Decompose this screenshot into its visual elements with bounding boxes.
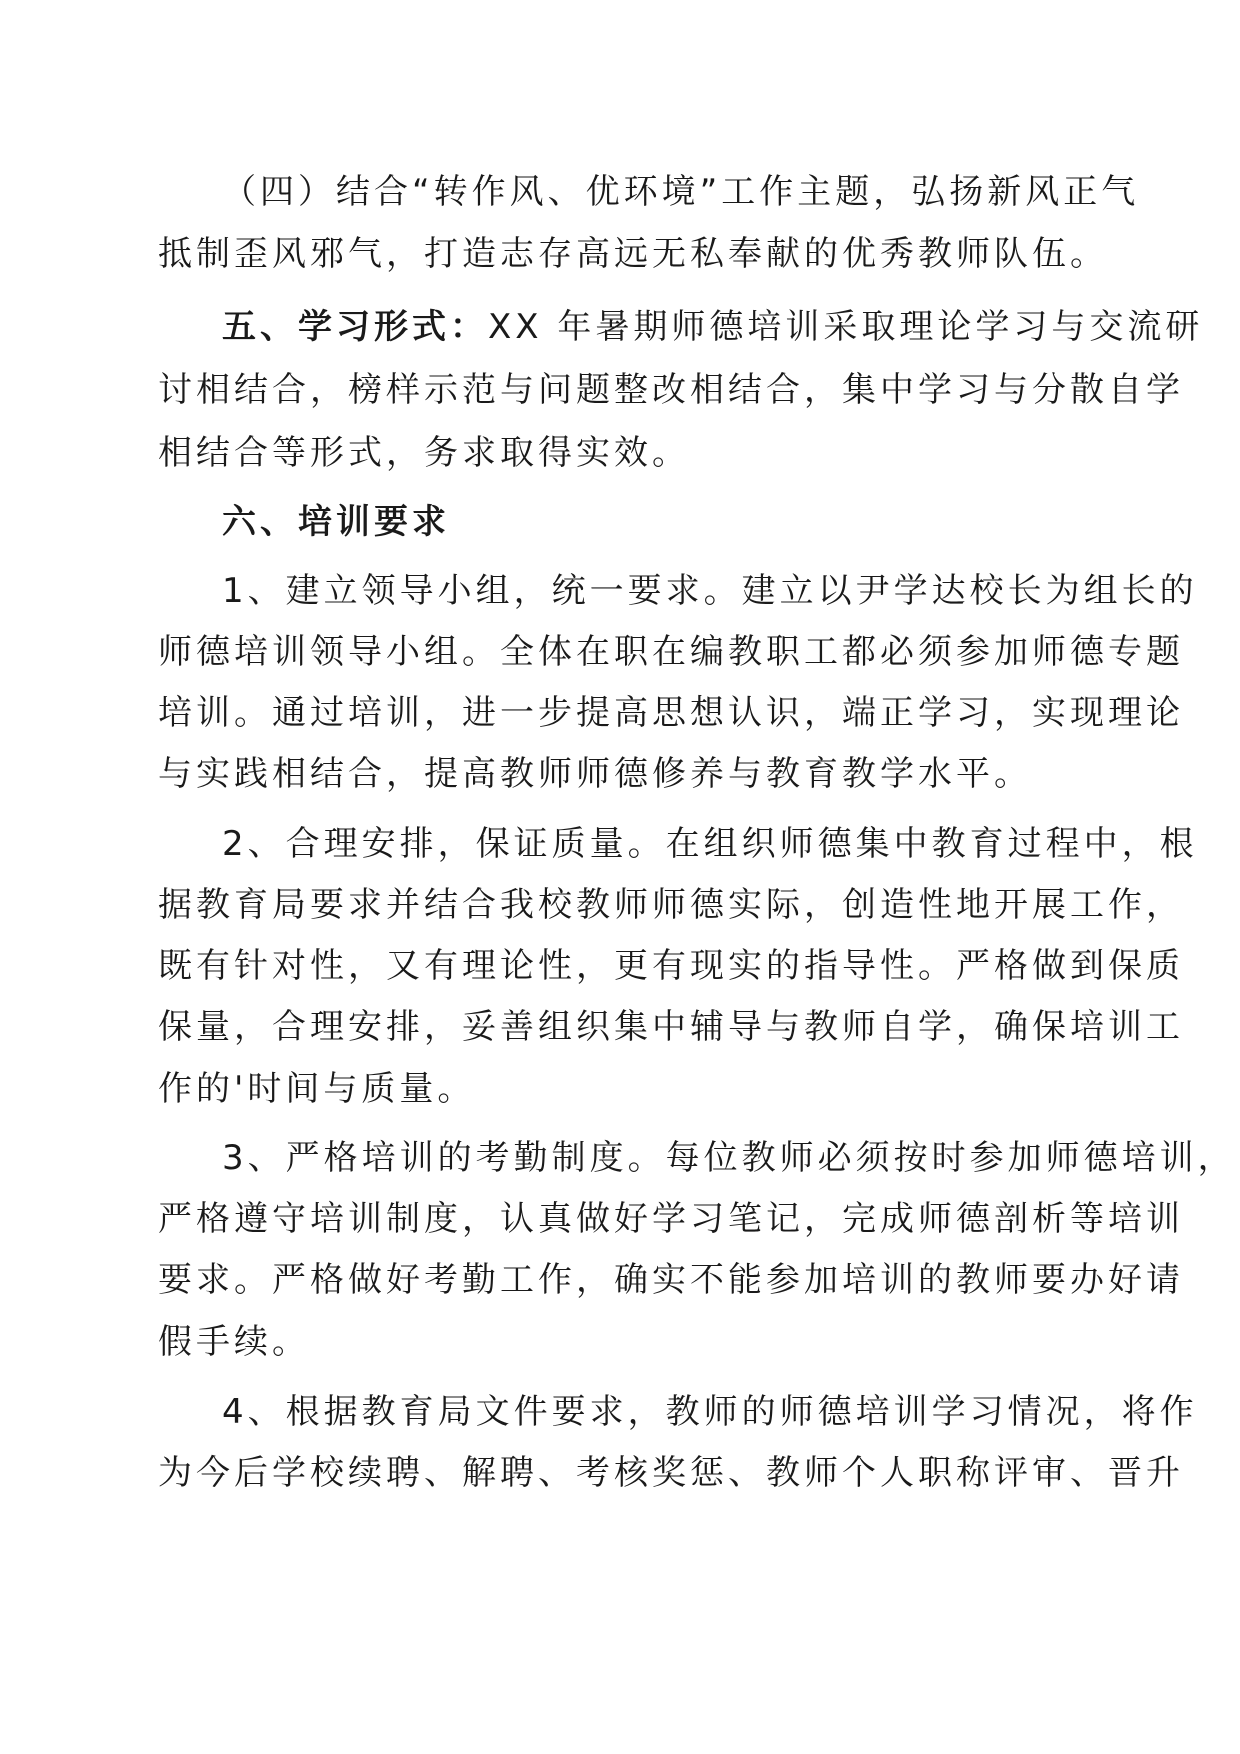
paragraph-line: 为今后学校续聘、解聘、考核奖惩、教师个人职称评审、晋升 xyxy=(158,1453,1184,1493)
paragraph-line: 要求。严格做好考勤工作，确实不能参加培训的教师要办好请 xyxy=(158,1260,1184,1300)
paragraph-line: 2、合理安排，保证质量。在组织师德集中教育过程中，根 xyxy=(222,824,1198,864)
paragraph-line: 与实践相结合，提高教师师德修养与教育教学水平。 xyxy=(158,754,1032,794)
paragraph-line: 师德培训领导小组。全体在职在编教职工都必须参加师德专题 xyxy=(158,632,1184,672)
section-heading: 六、培训要求 xyxy=(222,502,450,542)
paragraph-line: 据教育局要求并结合我校教师师德实际，创造性地开展工作， xyxy=(158,885,1184,925)
paragraph-line: 抵制歪风邪气，打造志存高远无私奉献的优秀教师队伍。 xyxy=(158,234,1108,274)
paragraph-line: 1、建立领导小组，统一要求。建立以尹学达校长为组长的 xyxy=(222,571,1198,611)
paragraph-line: 3、严格培训的考勤制度。每位教师必须按时参加师德培训， xyxy=(222,1138,1236,1178)
paragraph-line: 相结合等形式，务求取得实效。 xyxy=(158,433,690,473)
paragraph-line: 培训。通过培训，进一步提高思想认识，端正学习，实现理论 xyxy=(158,693,1184,733)
section-heading: 五、学习形式： xyxy=(222,307,488,347)
paragraph-line: 4、根据教育局文件要求，教师的师德培训学习情况，将作 xyxy=(222,1392,1198,1432)
paragraph-line: 既有针对性，又有理论性，更有现实的指导性。严格做到保质 xyxy=(158,946,1184,986)
paragraph-line: （四）结合“转作风、优环境”工作主题，弘扬新风正气 xyxy=(222,172,1140,212)
paragraph-line: 严格遵守培训制度，认真做好学习笔记，完成师德剖析等培训 xyxy=(158,1199,1184,1239)
paragraph-line: 假手续。 xyxy=(158,1322,310,1362)
paragraph-line: 保量，合理安排，妥善组织集中辅导与教师自学，确保培训工 xyxy=(158,1007,1184,1047)
paragraph-line: 讨相结合，榜样示范与问题整改相结合，集中学习与分散自学 xyxy=(158,370,1184,410)
paragraph-line: 作的'时间与质量。 xyxy=(158,1069,476,1109)
section-five-line xyxy=(222,295,1204,359)
paragraph-text: XX 年暑期师德培训采取理论学习与交流研 xyxy=(488,307,1204,347)
